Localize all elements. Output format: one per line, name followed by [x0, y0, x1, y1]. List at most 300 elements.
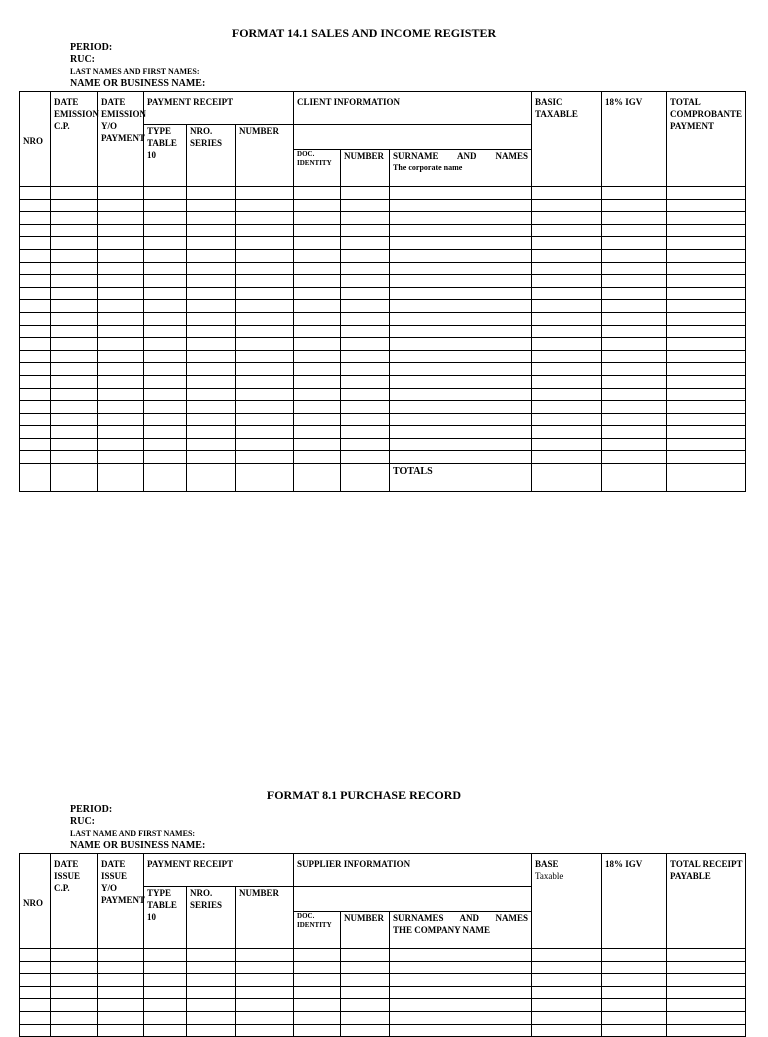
- sales-entry-cell: [98, 249, 144, 262]
- purchase-entry-cell: [667, 974, 746, 987]
- sales-entry-cell: [390, 350, 532, 363]
- sales-entry-cell: [236, 401, 294, 414]
- sales-entry-cell: [341, 375, 390, 388]
- sales-entry-cell: [98, 287, 144, 300]
- sales-entry-cell: [294, 187, 341, 200]
- sales-entry-cell: [20, 224, 51, 237]
- sales-entry-cell: [532, 438, 602, 451]
- sales-entry-cell: [20, 426, 51, 439]
- sales-entry-cell: [667, 287, 746, 300]
- purchase-col-date-payment: DATE ISSUE Y/O PAYMENT: [98, 854, 144, 949]
- sales-entry-cell: [187, 388, 236, 401]
- purchase-entry-cell: [532, 949, 602, 962]
- sales-entry-cell: [390, 388, 532, 401]
- sales-entry-cell: [236, 287, 294, 300]
- sales-entry-cell: [20, 312, 51, 325]
- sales-entry-cell: [187, 300, 236, 313]
- purchase-col-supplier-info: SUPPLIER INFORMATION: [294, 854, 532, 887]
- sales-meta: [70, 42, 205, 90]
- purchase-entry-cell: [341, 1024, 390, 1037]
- sales-entry-cell: [144, 300, 187, 313]
- sales-entry-cell: [602, 262, 667, 275]
- sales-entry-cell: [144, 212, 187, 225]
- sales-col-payment-receipt: PAYMENT RECEIPT: [144, 92, 294, 125]
- purchase-entry-row: [20, 974, 746, 987]
- purchase-entry-cell: [20, 974, 51, 987]
- sales-entry-cell: [341, 312, 390, 325]
- sales-entry-cell: [532, 375, 602, 388]
- sales-entry-cell: [532, 363, 602, 376]
- sales-entry-cell: [144, 312, 187, 325]
- purchase-entry-cell: [51, 974, 98, 987]
- sales-entry-cell: [51, 300, 98, 313]
- sales-entry-cell: [144, 426, 187, 439]
- purchase-entry-cell: [144, 961, 187, 974]
- sales-entry-cell: [144, 187, 187, 200]
- purchase-last-names: LAST NAME AND FIRST NAMES:: [70, 829, 196, 838]
- sales-entry-cell: [98, 426, 144, 439]
- sales-entry-cell: [187, 199, 236, 212]
- purchase-entry-cell: [390, 999, 532, 1012]
- purchase-period: PERIOD:: [70, 804, 113, 815]
- purchase-entry-row: [20, 1024, 746, 1037]
- sales-entry-cell: [667, 275, 746, 288]
- purchase-entry-cell: [51, 986, 98, 999]
- purchase-entry-cell: [390, 974, 532, 987]
- sales-entry-cell: [51, 325, 98, 338]
- sales-entry-cell: [51, 350, 98, 363]
- sales-entry-row: [20, 249, 746, 262]
- purchase-col-base: BASE Taxable: [532, 854, 602, 949]
- sales-entry-cell: [532, 224, 602, 237]
- sales-entry-cell: [187, 426, 236, 439]
- purchase-entry-cell: [602, 986, 667, 999]
- purchase-rows: [20, 949, 746, 1037]
- sales-entry-cell: [236, 375, 294, 388]
- sales-entry-row: [20, 426, 746, 439]
- sales-entry-cell: [667, 338, 746, 351]
- sales-entry-cell: [236, 312, 294, 325]
- sales-entry-cell: [667, 375, 746, 388]
- sales-entry-cell: [341, 451, 390, 464]
- sales-entry-cell: [602, 350, 667, 363]
- purchase-entry-cell: [294, 949, 341, 962]
- purchase-entry-cell: [390, 986, 532, 999]
- sales-entry-cell: [236, 388, 294, 401]
- sales-entry-cell: [236, 187, 294, 200]
- purchase-entry-cell: [187, 986, 236, 999]
- sales-entry-cell: [98, 363, 144, 376]
- sales-entry-cell: [187, 312, 236, 325]
- sales-entry-cell: [294, 300, 341, 313]
- sales-entry-cell: [532, 262, 602, 275]
- purchase-entry-cell: [187, 999, 236, 1012]
- sales-entry-cell: [532, 212, 602, 225]
- sales-entry-cell: [667, 426, 746, 439]
- sales-entry-cell: [187, 249, 236, 262]
- sales-entry-cell: [144, 249, 187, 262]
- sales-entry-cell: [20, 262, 51, 275]
- sales-rows: [20, 187, 746, 464]
- sales-entry-row: [20, 187, 746, 200]
- sales-entry-cell: [390, 275, 532, 288]
- purchase-col-igv: 18% IGV: [602, 854, 667, 949]
- sales-entry-cell: [294, 199, 341, 212]
- sales-entry-cell: [144, 375, 187, 388]
- sales-entry-cell: [602, 275, 667, 288]
- sales-entry-cell: [532, 388, 602, 401]
- sales-entry-cell: [341, 438, 390, 451]
- purchase-entry-row: [20, 961, 746, 974]
- sales-entry-cell: [51, 338, 98, 351]
- sales-entry-cell: [294, 249, 341, 262]
- purchase-entry-cell: [51, 1011, 98, 1024]
- purchase-supplier-info-spacer: [294, 887, 532, 912]
- sales-entry-cell: [98, 312, 144, 325]
- sales-entry-cell: [51, 451, 98, 464]
- sales-col-total: TOTAL COMPROBANTE PAYMENT: [667, 92, 746, 187]
- purchase-entry-cell: [602, 1011, 667, 1024]
- purchase-entry-row: [20, 999, 746, 1012]
- sales-entry-cell: [602, 224, 667, 237]
- sales-entry-row: [20, 413, 746, 426]
- purchase-entry-cell: [187, 961, 236, 974]
- sales-entry-cell: [236, 413, 294, 426]
- purchase-entry-row: [20, 1011, 746, 1024]
- sales-entry-row: [20, 262, 746, 275]
- purchase-entry-cell: [390, 1011, 532, 1024]
- purchase-entry-cell: [236, 961, 294, 974]
- sales-entry-cell: [532, 350, 602, 363]
- purchase-entry-cell: [144, 999, 187, 1012]
- purchase-col-doc-identity: DOC. IDENTITY: [294, 912, 341, 949]
- sales-entry-cell: [667, 224, 746, 237]
- sales-entry-cell: [602, 187, 667, 200]
- purchase-entry-cell: [532, 999, 602, 1012]
- purchase-entry-cell: [20, 949, 51, 962]
- sales-entry-cell: [390, 363, 532, 376]
- purchase-entry-cell: [341, 949, 390, 962]
- purchase-entry-cell: [532, 1024, 602, 1037]
- sales-entry-cell: [20, 451, 51, 464]
- purchase-col-surnames: [390, 912, 532, 949]
- sales-entry-cell: [341, 199, 390, 212]
- sales-entry-cell: [51, 262, 98, 275]
- purchase-entry-cell: [294, 1024, 341, 1037]
- sales-entry-cell: [144, 325, 187, 338]
- sales-entry-cell: [667, 413, 746, 426]
- sales-entry-row: [20, 451, 746, 464]
- sales-entry-cell: [532, 287, 602, 300]
- sales-entry-cell: [51, 249, 98, 262]
- purchase-entry-cell: [667, 1011, 746, 1024]
- sales-entry-cell: [341, 237, 390, 250]
- sales-entry-row: [20, 375, 746, 388]
- sales-entry-cell: [532, 275, 602, 288]
- sales-entry-cell: [20, 187, 51, 200]
- sales-entry-cell: [294, 325, 341, 338]
- sales-col-type-table: TYPE TABLE 10: [144, 125, 187, 187]
- purchase-entry-cell: [341, 986, 390, 999]
- sales-period: PERIOD:: [70, 42, 113, 53]
- purchase-surnames-sub: THE COMPANY NAME: [393, 925, 491, 935]
- sales-entry-cell: [602, 249, 667, 262]
- sales-entry-row: [20, 363, 746, 376]
- purchase-entry-cell: [602, 974, 667, 987]
- sales-entry-cell: [532, 401, 602, 414]
- sales-entry-cell: [667, 451, 746, 464]
- sales-entry-cell: [144, 275, 187, 288]
- sales-entry-cell: [98, 187, 144, 200]
- sales-entry-cell: [20, 363, 51, 376]
- sales-entry-cell: [602, 237, 667, 250]
- sales-entry-cell: [602, 325, 667, 338]
- sales-entry-cell: [51, 212, 98, 225]
- sales-entry-cell: [667, 199, 746, 212]
- purchase-col-nro: NRO: [20, 854, 51, 949]
- sales-entry-cell: [532, 237, 602, 250]
- sales-entry-cell: [51, 375, 98, 388]
- sales-entry-row: [20, 388, 746, 401]
- sales-entry-cell: [390, 401, 532, 414]
- purchase-entry-cell: [341, 974, 390, 987]
- sales-entry-cell: [602, 363, 667, 376]
- sales-entry-cell: [341, 212, 390, 225]
- sales-entry-row: [20, 237, 746, 250]
- purchase-entry-cell: [98, 974, 144, 987]
- sales-entry-cell: [98, 275, 144, 288]
- sales-entry-cell: [390, 325, 532, 338]
- sales-entry-cell: [341, 249, 390, 262]
- sales-col-nro-series: NRO. SERIES: [187, 125, 236, 187]
- sales-entry-cell: [98, 350, 144, 363]
- purchase-entry-cell: [532, 974, 602, 987]
- purchase-col-number: NUMBER: [236, 887, 294, 949]
- sales-entry-cell: [144, 388, 187, 401]
- purchase-entry-cell: [144, 986, 187, 999]
- purchase-entry-cell: [602, 999, 667, 1012]
- sales-entry-cell: [20, 338, 51, 351]
- sales-col-basic-taxable: BASIC TAXABLE: [532, 92, 602, 187]
- sales-entry-cell: [236, 451, 294, 464]
- sales-entry-cell: [20, 199, 51, 212]
- sales-entry-cell: [236, 438, 294, 451]
- purchase-entry-cell: [20, 1024, 51, 1037]
- sales-entry-cell: [532, 413, 602, 426]
- sales-entry-cell: [236, 350, 294, 363]
- purchase-entry-cell: [602, 1024, 667, 1037]
- sales-entry-cell: [667, 325, 746, 338]
- sales-entry-cell: [98, 451, 144, 464]
- sales-ruc: RUC:: [70, 54, 95, 65]
- sales-entry-cell: [532, 325, 602, 338]
- sales-entry-cell: [236, 325, 294, 338]
- sales-entry-cell: [20, 438, 51, 451]
- purchase-entry-cell: [294, 986, 341, 999]
- sales-entry-cell: [667, 187, 746, 200]
- purchase-col-date-issue: DATE ISSUE C.P.: [51, 854, 98, 949]
- purchase-entry-cell: [341, 1011, 390, 1024]
- sales-entry-row: [20, 300, 746, 313]
- sales-entry-cell: [602, 312, 667, 325]
- sales-entry-cell: [341, 338, 390, 351]
- sales-entry-cell: [294, 212, 341, 225]
- sales-entry-cell: [98, 438, 144, 451]
- sales-entry-cell: [294, 438, 341, 451]
- sales-entry-cell: [51, 287, 98, 300]
- sales-entry-cell: [144, 451, 187, 464]
- sales-entry-cell: [187, 350, 236, 363]
- purchase-entry-cell: [602, 961, 667, 974]
- sales-entry-cell: [187, 363, 236, 376]
- sales-entry-cell: [341, 350, 390, 363]
- sales-totals-row: [20, 464, 746, 492]
- sales-title: FORMAT 14.1 SALES AND INCOME REGISTER: [231, 26, 497, 40]
- sales-last-names: LAST NAMES AND FIRST NAMES:: [70, 67, 200, 76]
- purchase-entry-cell: [390, 961, 532, 974]
- sales-col-doc-identity: DOC. IDENTITY: [294, 150, 341, 187]
- sales-entry-cell: [20, 275, 51, 288]
- sales-entry-cell: [390, 287, 532, 300]
- sales-entry-cell: [294, 275, 341, 288]
- sales-entry-cell: [390, 375, 532, 388]
- purchase-entry-cell: [667, 949, 746, 962]
- sales-entry-cell: [236, 224, 294, 237]
- sales-entry-cell: [602, 287, 667, 300]
- sales-entry-cell: [341, 388, 390, 401]
- sales-col-number: NUMBER: [236, 125, 294, 187]
- sales-col-date-payment: DATE EMISSION Y/O PAYMENT: [98, 92, 144, 187]
- sales-entry-cell: [341, 275, 390, 288]
- sales-entry-cell: [667, 350, 746, 363]
- purchase-entry-cell: [98, 999, 144, 1012]
- sales-entry-cell: [390, 312, 532, 325]
- sales-entry-cell: [667, 312, 746, 325]
- sales-entry-cell: [51, 187, 98, 200]
- sales-entry-cell: [236, 237, 294, 250]
- sales-totals-label: TOTALS: [390, 464, 532, 492]
- purchase-entry-cell: [667, 999, 746, 1012]
- sales-surname-sub: The corporate name: [393, 163, 463, 172]
- purchase-col-nro-series: NRO. SERIES: [187, 887, 236, 949]
- sales-entry-cell: [236, 262, 294, 275]
- sales-entry-cell: [294, 388, 341, 401]
- purchase-entry-row: [20, 986, 746, 999]
- sales-entry-cell: [602, 338, 667, 351]
- sales-entry-cell: [20, 287, 51, 300]
- sales-entry-cell: [98, 237, 144, 250]
- sales-entry-cell: [187, 375, 236, 388]
- sales-entry-cell: [144, 287, 187, 300]
- sales-entry-cell: [390, 249, 532, 262]
- sales-entry-cell: [187, 438, 236, 451]
- sales-entry-cell: [602, 426, 667, 439]
- sales-entry-cell: [187, 262, 236, 275]
- purchase-entry-cell: [532, 1011, 602, 1024]
- purchase-entry-cell: [532, 961, 602, 974]
- sales-entry-cell: [341, 413, 390, 426]
- sales-entry-cell: [144, 363, 187, 376]
- sales-entry-cell: [98, 338, 144, 351]
- sales-entry-cell: [341, 401, 390, 414]
- purchase-entry-cell: [667, 986, 746, 999]
- sales-entry-cell: [236, 426, 294, 439]
- purchase-entry-cell: [51, 949, 98, 962]
- purchase-entry-cell: [187, 1011, 236, 1024]
- sales-entry-cell: [144, 401, 187, 414]
- sales-entry-cell: [144, 262, 187, 275]
- sales-entry-cell: [187, 212, 236, 225]
- sales-entry-cell: [390, 413, 532, 426]
- sales-entry-cell: [341, 325, 390, 338]
- sales-entry-cell: [144, 338, 187, 351]
- purchase-entry-cell: [236, 986, 294, 999]
- sales-entry-row: [20, 338, 746, 351]
- sales-entry-cell: [236, 199, 294, 212]
- sales-entry-cell: [667, 249, 746, 262]
- purchase-entry-cell: [294, 961, 341, 974]
- sales-entry-cell: [20, 212, 51, 225]
- sales-entry-cell: [51, 438, 98, 451]
- sales-entry-cell: [390, 451, 532, 464]
- sales-entry-cell: [390, 187, 532, 200]
- sales-client-info-spacer: [294, 125, 532, 150]
- sales-entry-cell: [98, 401, 144, 414]
- sales-entry-cell: [667, 262, 746, 275]
- sales-entry-cell: [294, 262, 341, 275]
- sales-entry-cell: [667, 237, 746, 250]
- sales-entry-cell: [667, 363, 746, 376]
- sales-entry-cell: [602, 375, 667, 388]
- purchase-title: FORMAT 8.1 PURCHASE RECORD: [266, 788, 462, 802]
- sales-entry-cell: [602, 451, 667, 464]
- sales-entry-cell: [341, 187, 390, 200]
- sales-entry-cell: [187, 325, 236, 338]
- sales-entry-row: [20, 275, 746, 288]
- purchase-entry-cell: [187, 974, 236, 987]
- sales-entry-row: [20, 350, 746, 363]
- purchase-entry-cell: [98, 986, 144, 999]
- purchase-entry-cell: [187, 1024, 236, 1037]
- purchase-entry-cell: [20, 1011, 51, 1024]
- sales-entry-cell: [602, 401, 667, 414]
- sales-entry-cell: [144, 224, 187, 237]
- sales-entry-cell: [294, 426, 341, 439]
- sales-entry-cell: [144, 237, 187, 250]
- sales-entry-row: [20, 224, 746, 237]
- purchase-entry-cell: [341, 999, 390, 1012]
- sales-entry-cell: [51, 312, 98, 325]
- sales-entry-cell: [341, 262, 390, 275]
- sales-entry-cell: [98, 199, 144, 212]
- purchase-entry-cell: [51, 999, 98, 1012]
- sales-business-name: NAME OR BUSINESS NAME:: [70, 78, 206, 89]
- sales-entry-cell: [341, 426, 390, 439]
- sales-entry-cell: [294, 451, 341, 464]
- sales-entry-cell: [98, 413, 144, 426]
- sales-register-table: [19, 91, 746, 492]
- sales-entry-cell: [98, 212, 144, 225]
- purchase-entry-cell: [602, 949, 667, 962]
- sales-entry-cell: [98, 325, 144, 338]
- sales-entry-cell: [187, 451, 236, 464]
- purchase-entry-cell: [667, 1024, 746, 1037]
- sales-entry-cell: [236, 300, 294, 313]
- sales-entry-cell: [144, 438, 187, 451]
- sales-entry-cell: [20, 237, 51, 250]
- purchase-entry-cell: [236, 949, 294, 962]
- purchase-col-total: TOTAL RECEIPT PAYABLE: [667, 854, 746, 949]
